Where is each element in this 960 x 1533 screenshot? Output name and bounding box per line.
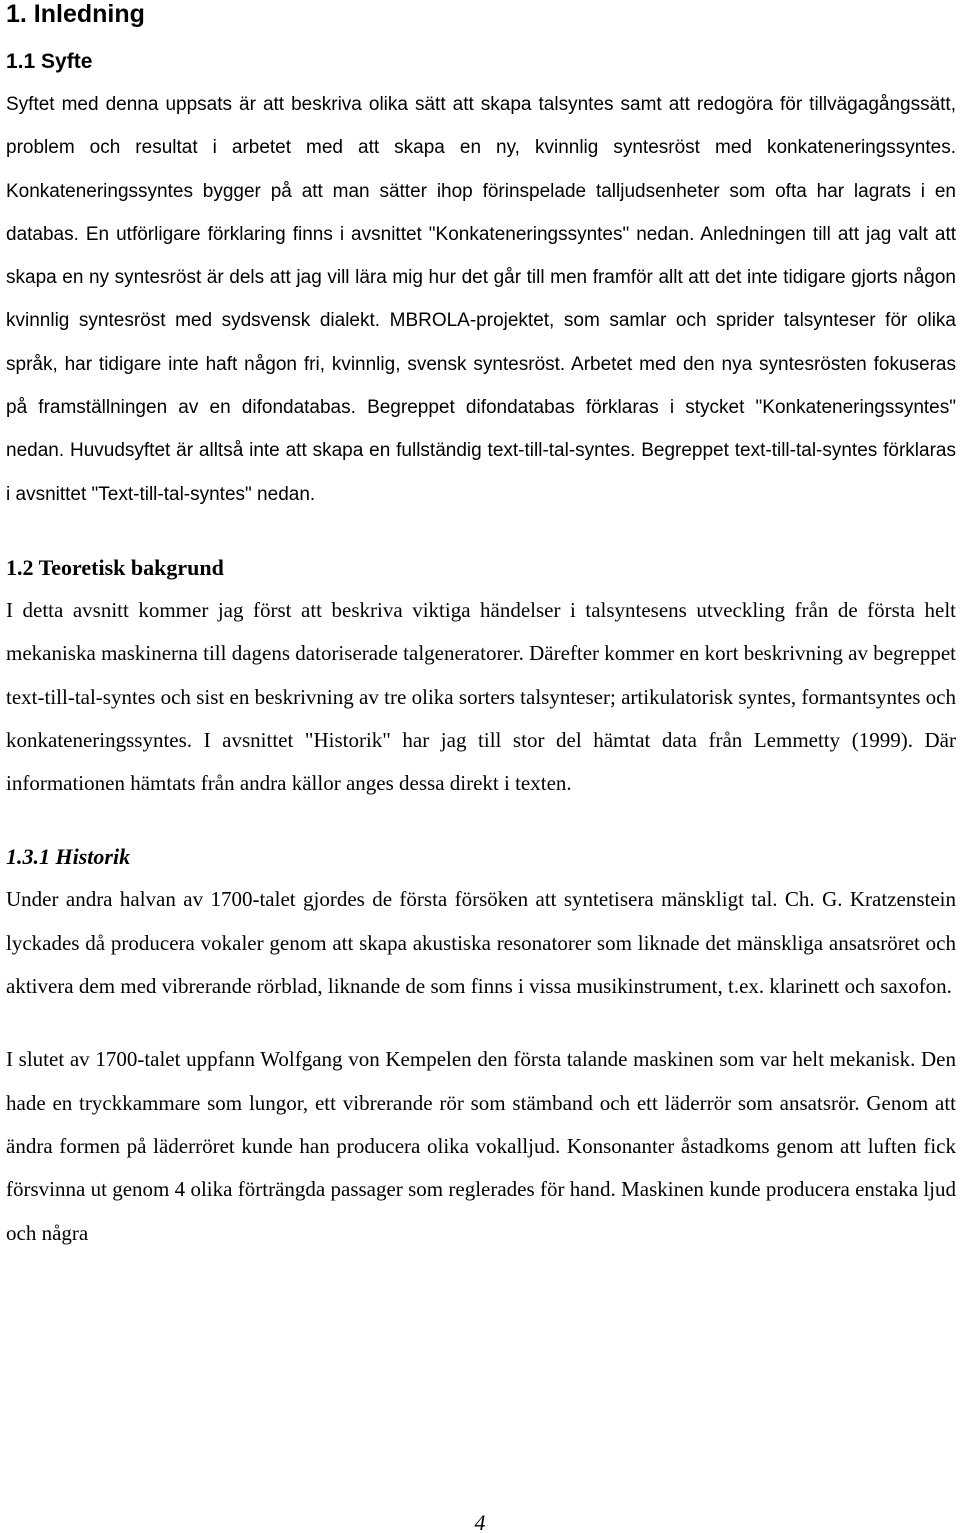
chapter-heading: 1. Inledning <box>6 0 145 28</box>
page-number: 4 <box>474 1512 486 1533</box>
paragraph-historik-1: Under andra halvan av 1700-talet gjordes de första försöken att syntetisera mänskligt tal. Ch. G. Kratzenstein lyckades då producera vokaler genom att skapa akustiska resonatorer som liknade det mänskliga ansatsröret och aktivera dem med vibrerande rörblad, liknande de som finns i vissa musikinstrument, t.ex. klarinett och saxofon. <box>6 887 956 999</box>
paragraph-teoretisk-bakgrund: I detta avsnitt kommer jag först att beskriva viktiga händelser i talsyntesens utveckling från de första helt mekaniska maskinerna till dagens datoriserade talgeneratorer. Därefter kommer en kort beskrivning av begreppet text-till-tal-syntes och sist en beskrivning av tre olika sorters talsynteser; artikulatorisk syntes, formantsyntes och konkateneringssyntes. I avsnittet "Historik" har jag till stor del hämtat data från Lemmetty (1999). Där informationen hämtats från andra källor anges dessa direkt i texten. <box>6 597 956 796</box>
section-heading-teoretisk-bakgrund: 1.2 Teoretisk bakgrund <box>6 554 224 580</box>
subsection-heading-historik: 1.3.1 Historik <box>6 844 131 870</box>
document-page <box>6 0 956 1255</box>
section-heading-syfte: 1.1 Syfte <box>6 50 93 73</box>
spacer <box>6 516 956 546</box>
paragraph-syfte: Syftet med denna uppsats är att beskriva olika sätt att skapa talsyntes samt att redogöra för tillvägagångssätt, problem och resultat i arbetet med att skapa en ny, kvinnlig syntesröst med konkateneringssyntes. Konkateneringssyntes bygger på att man sätter ihop förinspelade talljudsenheter som ofta har lagrats i en databas. En utförligare förklaring finns i avsnittet "Konkateneringssyntes" nedan. Anledningen till att jag valt att skapa en ny syntesröst är dels att jag vill lära mig hur det går till men framför allt att det inte tidigare gjorts någon kvinnlig syntesröst med sydsvensk dialekt. MBROLA-projektet, som samlar och sprider talsynteser för olika språk, har tidigare inte haft någon fri, kvinnlig, svensk syntesröst. Arbetet med den nya syntesrösten fokuseras på framställningen av en difondatabas. Begreppet difondatabas förklaras i stycket "Konkateneringssyntes" nedan. Huvudsyftet är alltså inte att skapa en fullständig text-till-tal-syntes. Begreppet text-till-tal-syntes förklaras i avsnittet "Text-till-tal-syntes" nedan. <box>6 94 956 505</box>
paragraph-historik-2: I slutet av 1700-talet uppfann Wolfgang von Kempelen den första talande maskinen som var helt mekanisk. Den hade en tryckkammare som lungor, ett vibrerande rör som stämband och ett läderrör som ansatsrör. Genom att ändra formen på läderröret kunde han producera olika vokalljud. Konsonanter åstadkoms genom att luften fick försvinna ut genom 4 olika förträngda passager som reglerades för hand. Maskinen kunde producera enstaka ljud och några <box>6 1047 956 1245</box>
spacer <box>6 1008 956 1038</box>
spacer <box>6 805 956 835</box>
